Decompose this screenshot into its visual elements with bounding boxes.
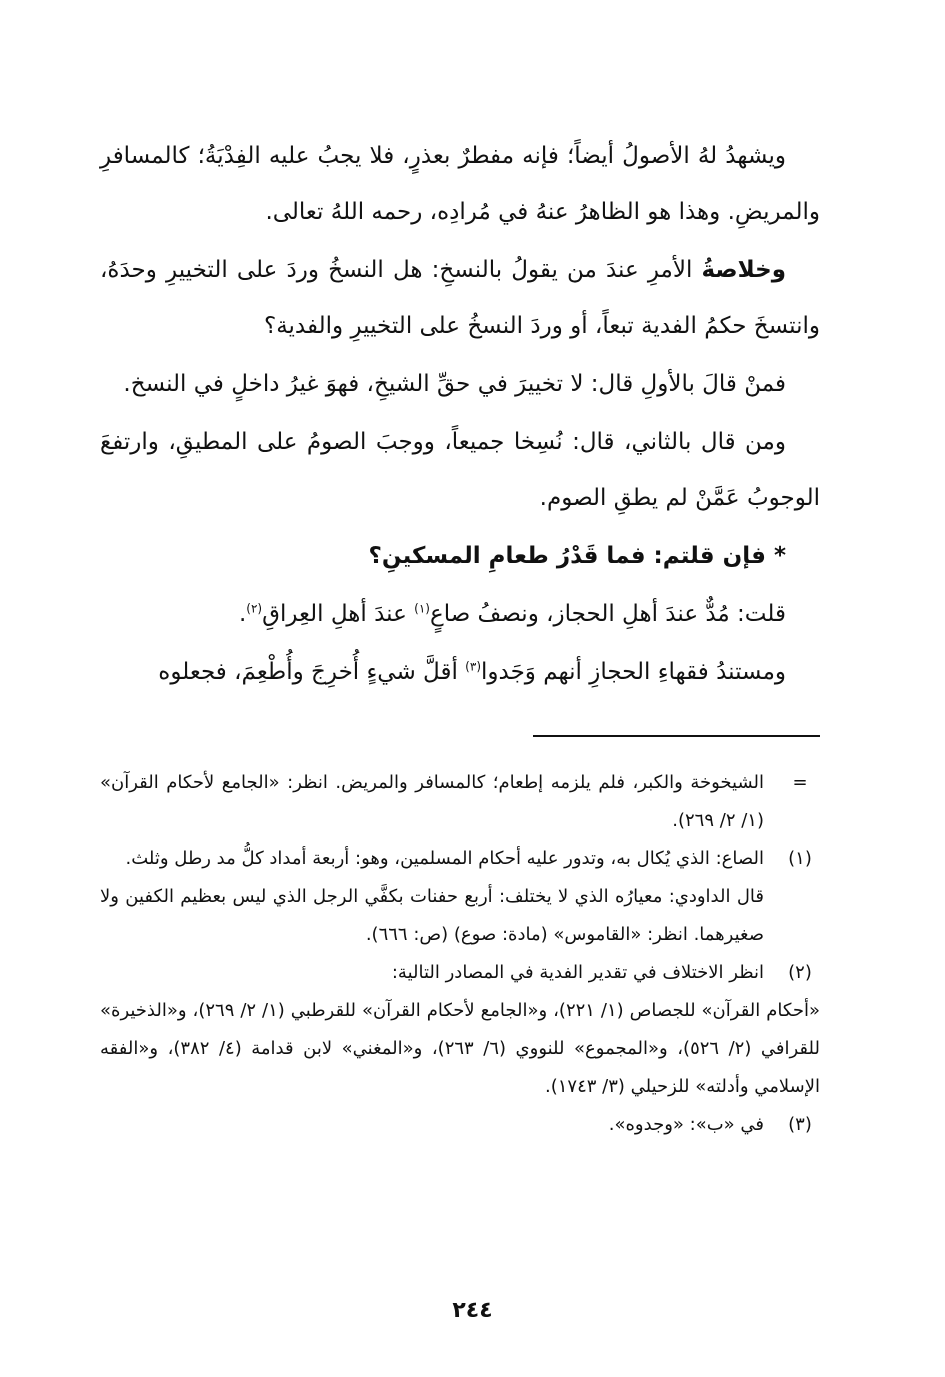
footnote-2-sources: «أحكام القرآن» للجصاص (١/ ٢٢١)، و«الجامع لأحكام القرآن» للقرطبي (١/ ٢/ ٢٦٩)، و«الذخيرة» للقرافي (٢/ ٥٢٦)، و«المجموع» للنووي (٦/ ٢٦٣)، و«المغني» لابن قدامة (٤/ ٣٨٢)، و«الفقه الإسلامي وأدلته» للزحيلي (٣/ ١٧٤٣).: [100, 1000, 820, 1097]
footnote-ref-2: (٢): [246, 601, 263, 616]
paragraph-2-lead: وخلاصةُ: [701, 257, 786, 283]
footnote-2-text: انظر الاختلاف في تقدير الفدية في المصادر التالية:: [391, 962, 764, 983]
paragraph-5-text-2: أقلَّ شيءٍ أُخرِجَ وأُطْعِمَ، فجعلوه: [158, 659, 466, 685]
footnote-1-text-2: قال الداودي: معيارُه الذي لا يختلف: أربع حفنات بكفَّي الرجل الذي ليس بعظيم الكفين ولا صغيرهما. انظر: «القاموس» (مادة: صوع) (ص: ٦٦٦).: [100, 886, 764, 945]
answer-text-2: عندَ أهلِ العِراقِ: [262, 601, 415, 627]
paragraph-3: فمنْ قالَ بالأولِ قال: لا تخييرَ في حقِّ الشيخِ، فهوَ غيرُ داخلٍ في النسخ.: [123, 371, 786, 397]
paragraph-2-text: الأمرِ عندَ من يقولُ بالنسخِ: هل النسخُ وردَ على التخييرِ وحدَهُ، وانتسخَ حكمُ الفدية تبعاً، أو وردَ النسخُ على التخييرِ والفدية؟: [100, 257, 820, 339]
paragraph-5: [100, 644, 820, 700]
answer-text-3: .: [238, 601, 247, 627]
main-text: [100, 128, 820, 702]
paragraph-2: [100, 242, 820, 354]
paragraph-1: ويشهدُ لهُ الأصولُ أيضاً؛ فإنه مفطرٌ بعذرٍ، فلا يجبُ عليه الفِدْيَةُ؛ كالمسافرِ والمريضِ. وهذا هو الظاهرُ عنهُ في مُرادِه، رحمه اللهُ تعالى.: [100, 143, 820, 225]
paragraph-4: ومن قال بالثاني، قال: نُسِخا جميعاً، ووجبَ الصومُ على المطيقِ، وارتفعَ الوجوبُ عَمَّنْ لم يطقِ الصوم.: [100, 429, 820, 511]
footnote-continuation-mark: =: [792, 772, 808, 793]
page-number: ٢٤٤: [452, 1298, 493, 1323]
answer-text-1: قلت: مُدٌّ عندَ أهلِ الحجاز، ونصفُ صاعٍ: [429, 601, 786, 627]
footnote-3: [100, 1106, 820, 1144]
footnotes: [100, 764, 820, 1144]
footnote-ref-3: (٣): [465, 659, 481, 674]
footnote-divider: [533, 735, 820, 737]
question-heading: * فإن قلتم: فما قَدْرُ طعامِ المسكينِ؟: [368, 543, 786, 569]
footnote-1-number: (١): [788, 848, 812, 869]
footnote-1-text: الصاع: الذي يُكال به، وتدور عليه أحكام المسلمين، وهو: أربعة أمداد كلُّ مد رطل وثلث.: [125, 848, 764, 869]
footnote-1: [100, 840, 820, 878]
footnote-continuation: [100, 764, 820, 840]
answer-paragraph: [100, 586, 820, 642]
paragraph-5-text-1: ومستندُ فقهاءِ الحجازِ أنهم وَجَدوا: [481, 659, 786, 685]
footnote-continuation-text: الشيخوخة والكبر، فلم يلزمه إطعام؛ كالمسافر والمريض. انظر: «الجامع لأحكام القرآن» (١/ ٢/ ٢٦٩).: [100, 772, 764, 831]
footnote-3-text: في «ب»: «وجدوه».: [608, 1114, 764, 1135]
footnote-ref-1: (١): [414, 601, 430, 616]
footnote-2-number: (٢): [788, 962, 812, 983]
footnote-3-number: (٣): [788, 1114, 812, 1135]
footnote-2: [100, 954, 820, 992]
